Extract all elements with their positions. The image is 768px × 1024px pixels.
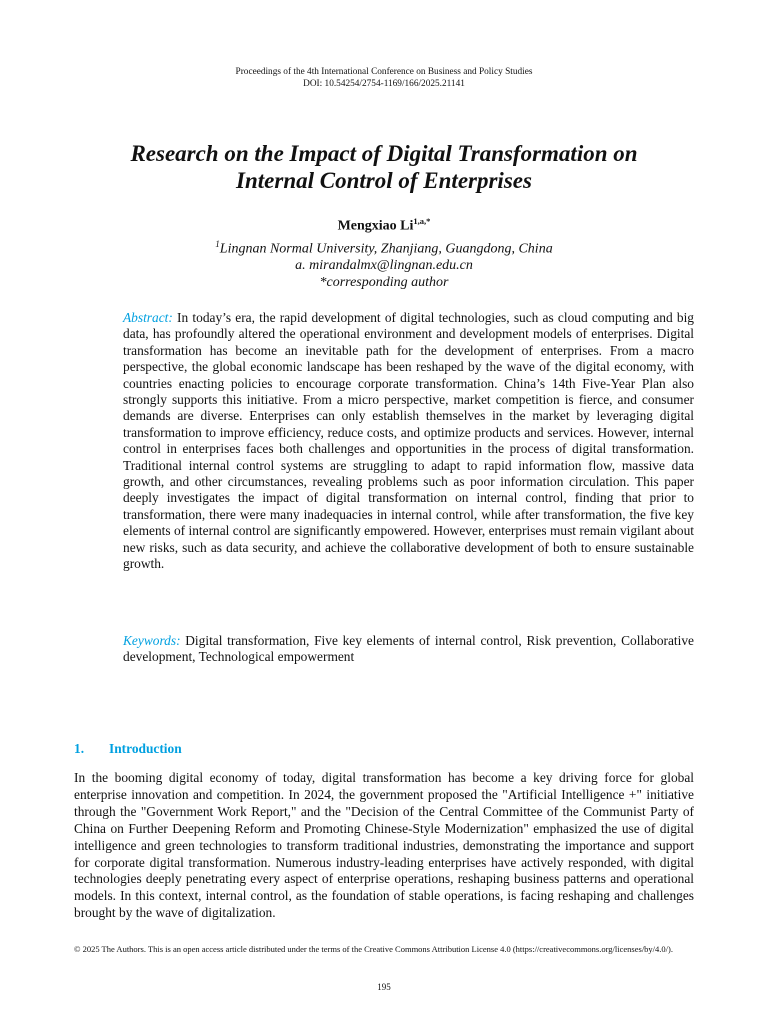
title-line-2: Internal Control of Enterprises (236, 168, 532, 193)
conference-name: Proceedings of the 4th International Conference on Business and Policy Studies (235, 67, 533, 77)
author-line (0, 213, 768, 235)
running-header (0, 67, 768, 90)
keywords-text: Digital transformation, Five key elements of internal control, Risk prevention, Collaborative development, Technological empowerment (123, 633, 694, 665)
author-marks: 1,a,* (413, 216, 431, 226)
corresponding-author-note: *corresponding author (319, 274, 449, 290)
affiliation-block (0, 236, 768, 291)
affiliation-mark: 1 (215, 239, 220, 249)
section-title: Introduction (109, 741, 182, 756)
keywords (123, 633, 694, 666)
abstract-label: Abstract: (123, 310, 173, 325)
title-line-1: Research on the Impact of Digital Transformation on (130, 141, 638, 166)
doi[interactable]: DOI: 10.54254/2754-1169/166/2025.21141 (303, 78, 465, 89)
license-footnote: © 2025 The Authors. This is an open access article distributed under the terms of the Creative Commons Attribution License 4.0 (https://creativecommons.org/licenses/by/4.0/). (74, 944, 673, 954)
page-number: 195 (377, 982, 391, 992)
keywords-label: Keywords: (123, 633, 181, 648)
author-email[interactable]: a. mirandalmx@lingnan.edu.cn (295, 258, 473, 274)
section-number: 1. (74, 741, 85, 756)
affiliation-line (0, 236, 768, 258)
abstract-text: In today’s era, the rapid development of digital technologies, such as cloud computing and big data, has profoundly altered the operational environment and development models of enterprises. Digital transformation has become an inevitable path for the development of enterprises. From a macro perspective, the global economic landscape has been reshaped by the wave of the digital economy, with countries enacting policies to encourage corporate transformation. China’s 14th Five-Year Plan also strongly supports this initiative. From a micro perspective, market competition is fierce, and consumer demands are diverse. Enterprises can only establish themselves in the market by leveraging digital transformation to improve efficiency, reduce costs, and optimize products and services. However, internal control in enterprises faces both challenges and opportunities in the process of digital transformation. Traditional internal control systems are struggling to adapt to rapid information flow, massive data growth, and other circumstances, revealing problems such as poor information circulation. This paper deeply investigates the impact of digital transformation on internal control, finding that prior to transformation, there were many inadequacies in internal control, while after transformation, the five key elements of internal control are significantly empowered. However, enterprises must remain vigilant about new risks, such as data security, and achieve the collaborative development of both to ensure sustainable growth. (123, 310, 694, 572)
introduction-paragraph: In the booming digital economy of today, digital transformation has become a key driving force for global enterprise innovation and competition. In 2024, the government proposed the "Artificial Intelligence +" initiative through the "Government Work Report," and the "Decision of the Central Committee of the Communist Party of China on Further Deepening Reform and Promoting Chinese-Style Modernization" emphasized the use of digital intelligence and green technologies to transform traditional industries, demonstrating the importance and support for corporate digital transformation. Numerous industry-leading enterprises have actively responded, with digital technologies deeply penetrating every aspect of enterprise operations, reshaping business patterns and operational models. In this context, internal control, as the foundation of stable operations, is facing reshaping and challenges brought by the wave of digitalization. (74, 770, 694, 921)
abstract (123, 310, 694, 573)
author-name: Mengxiao Li (337, 218, 414, 234)
affiliation-institution: Lingnan Normal University, Zhanjiang, Guangdong, China (219, 241, 553, 257)
paper-title (60, 140, 708, 194)
section-heading-introduction (74, 741, 182, 757)
